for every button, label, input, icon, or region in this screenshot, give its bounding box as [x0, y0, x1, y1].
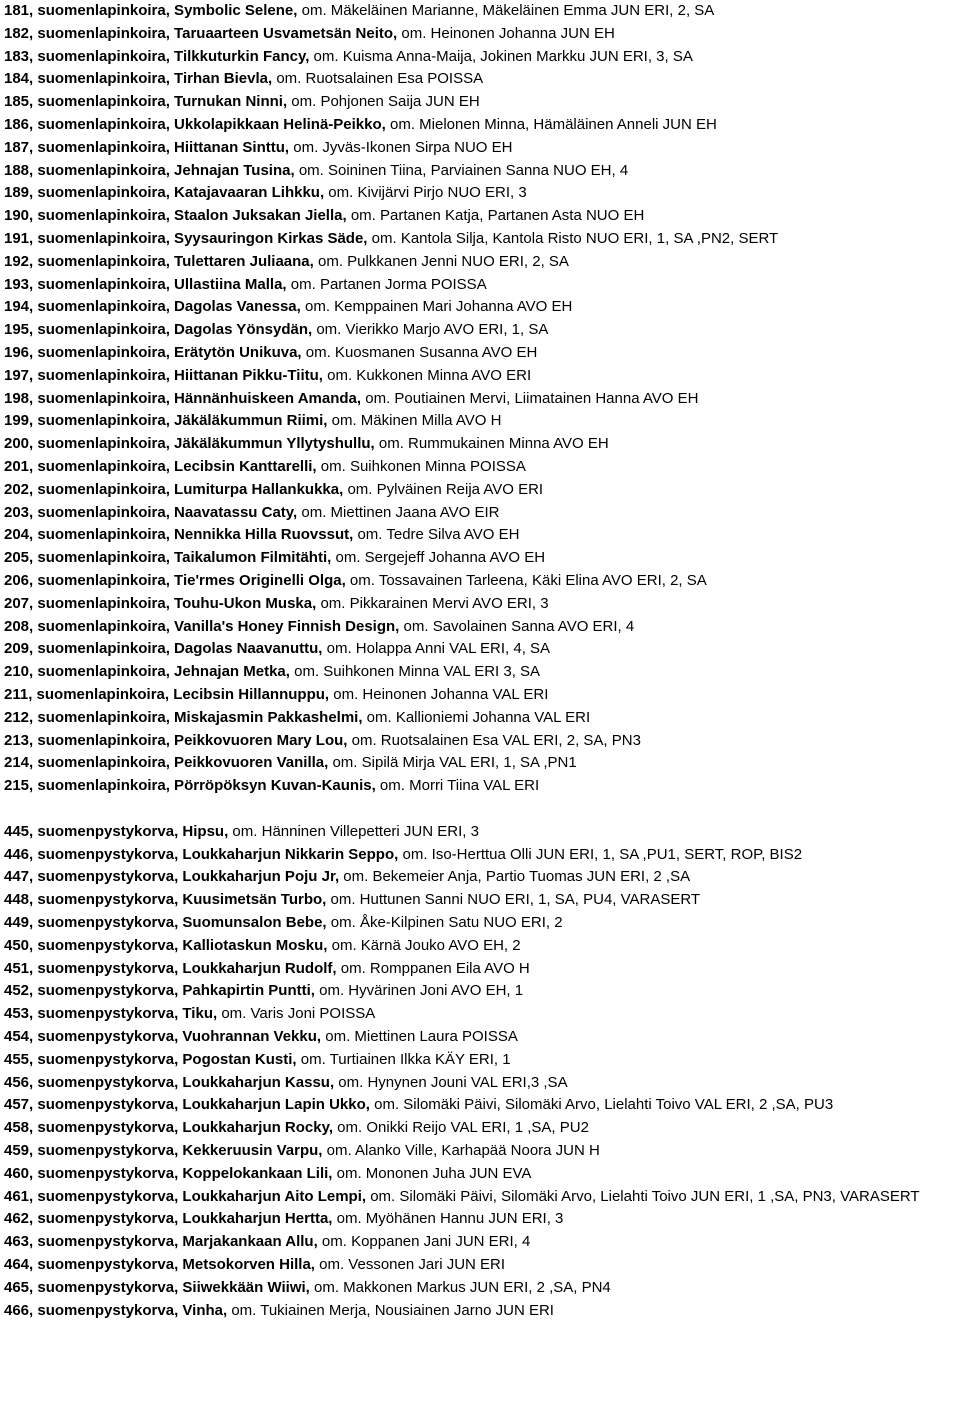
result-entry: [4, 205, 954, 228]
entry-dog: 186, suomenlapinkoira, Ukkolapikkaan Helinä-Peikko,: [4, 115, 386, 133]
result-entry: [4, 935, 954, 958]
entry-result: om. Romppanen Eila AVO H: [336, 959, 530, 977]
result-entry: [4, 1186, 954, 1209]
result-entry: [4, 342, 954, 365]
entry-dog: 183, suomenlapinkoira, Tilkkuturkin Fancy,: [4, 47, 310, 65]
entry-result: om. Alanko Ville, Karhapää Noora JUN H: [322, 1142, 600, 1160]
result-entry: [4, 707, 954, 730]
entry-result: om. Hyvärinen Joni AVO EH, 1: [314, 982, 524, 1000]
result-entry: [4, 570, 954, 593]
entry-result: om. Heinonen Johanna JUN EH: [397, 24, 615, 42]
entry-result: om. Miettinen Jaana AVO EIR: [297, 503, 500, 521]
entry-result: om. Silomäki Päivi, Silomäki Arvo, Lielahti Toivo JUN ERI, 1 ,SA, PN3, VARASERT: [366, 1187, 920, 1205]
result-entry: [4, 684, 954, 707]
entry-dog: 447, suomenpystykorva, Loukkaharjun Poju Jr,: [4, 868, 340, 886]
entry-result: om. Heinonen Johanna VAL ERI: [329, 685, 549, 703]
entry-dog: 212, suomenlapinkoira, Miskajasmin Pakkashelmi,: [4, 708, 363, 726]
result-entry: [4, 958, 954, 981]
result-entry: [4, 1254, 954, 1277]
entry-dog: 215, suomenlapinkoira, Pörröpöksyn Kuvan-Kaunis,: [4, 777, 376, 795]
result-entry: [4, 866, 954, 889]
entry-dog: 208, suomenlapinkoira, Vanilla's Honey Finnish Design,: [4, 617, 400, 635]
entry-result: om. Koppanen Jani JUN ERI, 4: [317, 1233, 531, 1251]
entry-dog: 214, suomenlapinkoira, Peikkovuoren Vanilla,: [4, 754, 329, 772]
result-entry: [4, 821, 954, 844]
entry-result: om. Mielonen Minna, Hämäläinen Anneli JUN EH: [385, 115, 717, 133]
entry-result: om. Suihkonen Minna POISSA: [316, 457, 526, 475]
result-entry: [4, 889, 954, 912]
entry-dog: 189, suomenlapinkoira, Katajavaaran Lihkku,: [4, 184, 325, 202]
entry-result: om. Sipilä Mirja VAL ERI, 1, SA ,PN1: [328, 754, 577, 772]
entry-dog: 449, suomenpystykorva, Suomunsalon Bebe,: [4, 914, 327, 932]
suomenpystykorva-results: [4, 821, 954, 1323]
entry-result: om. Pylväinen Reija AVO ERI: [343, 480, 544, 498]
result-entry: [4, 616, 954, 639]
result-entry: [4, 68, 954, 91]
result-entry: [4, 1026, 954, 1049]
result-entry: [4, 182, 954, 205]
entry-result: om. Pikkarainen Mervi AVO ERI, 3: [316, 594, 549, 612]
result-entry: [4, 479, 954, 502]
entry-dog: 184, suomenlapinkoira, Tirhan Bievla,: [4, 70, 273, 88]
entry-dog: 191, suomenlapinkoira, Syysauringon Kirkas Säde,: [4, 229, 368, 247]
entry-result: om. Kivijärvi Pirjo NUO ERI, 3: [324, 184, 527, 202]
result-entry: [4, 251, 954, 274]
entry-dog: 446, suomenpystykorva, Loukkaharjun Nikkarin Seppo,: [4, 845, 399, 863]
entry-result: om. Åke-Kilpinen Satu NUO ERI, 2: [326, 914, 563, 932]
entry-result: om. Ruotsalainen Esa POISSA: [272, 70, 484, 88]
entry-result: om. Ruotsalainen Esa VAL ERI, 2, SA, PN3: [347, 731, 641, 749]
entry-result: om. Varis Joni POISSA: [217, 1005, 376, 1023]
entry-result: om. Tukiainen Merja, Nousiainen Jarno JUN ERI: [227, 1301, 554, 1319]
entry-dog: 463, suomenpystykorva, Marjakankaan Allu,: [4, 1233, 318, 1251]
entry-dog: 211, suomenlapinkoira, Lecibsin Hillannuppu,: [4, 685, 330, 703]
entry-dog: 460, suomenpystykorva, Koppelokankaan Lili,: [4, 1164, 333, 1182]
entry-result: om. Kukkonen Minna AVO ERI: [322, 366, 532, 384]
entry-dog: 462, suomenpystykorva, Loukkaharjun Hertta,: [4, 1210, 333, 1228]
entry-dog: 205, suomenlapinkoira, Taikalumon Filmitähti,: [4, 549, 332, 567]
entry-result: om. Pohjonen Saija JUN EH: [287, 93, 480, 111]
entry-dog: 199, suomenlapinkoira, Jäkäläkummun Riimi,: [4, 412, 328, 430]
entry-dog: 213, suomenlapinkoira, Peikkovuoren Mary Lou,: [4, 731, 348, 749]
result-entry: [4, 775, 954, 798]
entry-result: om. Tossavainen Tarleena, Käki Elina AVO ERI, 2, SA: [345, 571, 707, 589]
entry-dog: 210, suomenlapinkoira, Jehnajan Metka,: [4, 663, 290, 681]
entry-dog: 194, suomenlapinkoira, Dagolas Vanessa,: [4, 298, 301, 316]
entry-result: om. Onikki Reijo VAL ERI, 1 ,SA, PU2: [333, 1119, 589, 1137]
entry-dog: 196, suomenlapinkoira, Erätytön Unikuva,: [4, 343, 302, 361]
entry-result: om. Partanen Jorma POISSA: [286, 275, 487, 293]
result-entry: [4, 296, 954, 319]
result-entry: [4, 46, 954, 69]
result-entry: [4, 1300, 954, 1323]
entry-dog: 204, suomenlapinkoira, Nennikka Hilla Ruovssut,: [4, 526, 354, 544]
entry-result: om. Poutiainen Mervi, Liimatainen Hanna AVO EH: [361, 389, 699, 407]
entry-dog: 448, suomenpystykorva, Kuusimetsän Turbo,: [4, 891, 327, 909]
entry-result: om. Mäkinen Milla AVO H: [327, 412, 502, 430]
entry-dog: 200, suomenlapinkoira, Jäkäläkummun Yllytyshullu,: [4, 435, 375, 453]
entry-result: om. Kuisma Anna-Maija, Jokinen Markku JUN ERI, 3, SA: [309, 47, 693, 65]
entry-result: om. Morri Tiina VAL ERI: [375, 777, 540, 795]
entry-dog: 201, suomenlapinkoira, Lecibsin Kanttarelli,: [4, 457, 317, 475]
result-entry: [4, 1163, 954, 1186]
entry-dog: 193, suomenlapinkoira, Ullastiina Malla,: [4, 275, 287, 293]
entry-result: om. Iso-Herttua Olli JUN ERI, 1, SA ,PU1, SERT, ROP, BIS2: [398, 845, 803, 863]
entry-dog: 182, suomenlapinkoira, Taruaarteen Usvametsän Neito,: [4, 24, 398, 42]
entry-dog: 456, suomenpystykorva, Loukkaharjun Kassu,: [4, 1073, 335, 1091]
result-entry: [4, 365, 954, 388]
entry-dog: 466, suomenpystykorva, Vinha,: [4, 1301, 228, 1319]
entry-dog: 457, suomenpystykorva, Loukkaharjun Lapin Ukko,: [4, 1096, 370, 1114]
entry-result: om. Savolainen Sanna AVO ERI, 4: [399, 617, 635, 635]
entry-result: om. Mäkeläinen Marianne, Mäkeläinen Emma JUN ERI, 2, SA: [297, 2, 715, 19]
result-entry: [4, 638, 954, 661]
result-entry: [4, 1277, 954, 1300]
result-entry: [4, 137, 954, 160]
entry-result: om. Myöhänen Hannu JUN ERI, 3: [332, 1210, 564, 1228]
entry-dog: 461, suomenpystykorva, Loukkaharjun Aito Lempi,: [4, 1187, 367, 1205]
entry-result: om. Turtiainen Ilkka KÄY ERI, 1: [296, 1050, 511, 1068]
result-entry: [4, 980, 954, 1003]
entry-result: om. Suihkonen Minna VAL ERI 3, SA: [289, 663, 541, 681]
entry-result: om. Kemppainen Mari Johanna AVO EH: [300, 298, 573, 316]
entry-dog: 454, suomenpystykorva, Vuohrannan Vekku,: [4, 1028, 322, 1046]
result-entry: [4, 319, 954, 342]
entry-dog: 197, suomenlapinkoira, Hiittanan Pikku-Tiitu,: [4, 366, 323, 384]
entry-result: om. Mononen Juha JUN EVA: [332, 1164, 532, 1182]
entry-dog: 206, suomenlapinkoira, Tie'rmes Originelli Olga,: [4, 571, 346, 589]
entry-result: om. Jyväs-Ikonen Sirpa NUO EH: [289, 138, 513, 156]
result-entry: [4, 730, 954, 753]
entry-dog: 192, suomenlapinkoira, Tulettaren Juliaana,: [4, 252, 314, 270]
entry-result: om. Pulkkanen Jenni NUO ERI, 2, SA: [313, 252, 569, 270]
entry-dog: 445, suomenpystykorva, Hipsu,: [4, 822, 229, 840]
result-entry: [4, 593, 954, 616]
entry-result: om. Kuosmanen Susanna AVO EH: [301, 343, 538, 361]
result-entry: [4, 1231, 954, 1254]
entry-result: om. Soininen Tiina, Parviainen Sanna NUO EH, 4: [294, 161, 629, 179]
entry-dog: 187, suomenlapinkoira, Hiittanan Sinttu,: [4, 138, 290, 156]
suomenlapinkoira-results: [4, 0, 954, 798]
result-entry: [4, 547, 954, 570]
result-entry: [4, 388, 954, 411]
entry-result: om. Vierikko Marjo AVO ERI, 1, SA: [312, 321, 549, 339]
result-entry: [4, 410, 954, 433]
entry-dog: 458, suomenpystykorva, Loukkaharjun Rocky,: [4, 1119, 334, 1137]
entry-dog: 455, suomenpystykorva, Pogostan Kusti,: [4, 1050, 297, 1068]
entry-dog: 464, suomenpystykorva, Metsokorven Hilla,: [4, 1256, 315, 1274]
entry-dog: 453, suomenpystykorva, Tiku,: [4, 1005, 218, 1023]
result-entry: [4, 661, 954, 684]
result-entry: [4, 1049, 954, 1072]
entry-result: om. Makkonen Markus JUN ERI, 2 ,SA, PN4: [309, 1278, 611, 1296]
entry-dog: 451, suomenpystykorva, Loukkaharjun Rudolf,: [4, 959, 337, 977]
entry-dog: 452, suomenpystykorva, Pahkapirtin Puntti,: [4, 982, 315, 1000]
entry-result: om. Hynynen Jouni VAL ERI,3 ,SA: [334, 1073, 568, 1091]
entry-result: om. Vessonen Jari JUN ERI: [314, 1256, 506, 1274]
entry-dog: 198, suomenlapinkoira, Hännänhuiskeen Amanda,: [4, 389, 362, 407]
result-entry: [4, 114, 954, 137]
entry-result: om. Tedre Silva AVO EH: [353, 526, 520, 544]
result-entry: [4, 433, 954, 456]
result-entry: [4, 456, 954, 479]
entry-result: om. Sergejeff Johanna AVO EH: [331, 549, 546, 567]
result-entry: [4, 160, 954, 183]
entry-result: om. Kallioniemi Johanna VAL ERI: [362, 708, 591, 726]
entry-dog: 465, suomenpystykorva, Siiwekkään Wiiwi,: [4, 1278, 310, 1296]
result-entry: [4, 1117, 954, 1140]
result-entry: [4, 0, 954, 23]
result-entry: [4, 1072, 954, 1095]
result-entry: [4, 23, 954, 46]
result-entry: [4, 1003, 954, 1026]
entry-dog: 459, suomenpystykorva, Kekkeruusin Varpu,: [4, 1142, 323, 1160]
result-entry: [4, 502, 954, 525]
entry-result: om. Silomäki Päivi, Silomäki Arvo, Lielahti Toivo VAL ERI, 2 ,SA, PU3: [369, 1096, 834, 1114]
entry-dog: 195, suomenlapinkoira, Dagolas Yönsydän,: [4, 321, 313, 339]
entry-result: om. Partanen Katja, Partanen Asta NUO EH: [346, 207, 645, 225]
entry-result: om. Bekemeier Anja, Partio Tuomas JUN ERI, 2 ,SA: [339, 868, 691, 886]
result-entry: [4, 274, 954, 297]
result-entry: [4, 912, 954, 935]
entry-dog: 203, suomenlapinkoira, Naavatassu Caty,: [4, 503, 298, 521]
entry-result: om. Hänninen Villepetteri JUN ERI, 3: [228, 822, 479, 840]
result-entry: [4, 844, 954, 867]
entry-result: om. Rummukainen Minna AVO EH: [374, 435, 609, 453]
entry-dog: 207, suomenlapinkoira, Touhu-Ukon Muska,: [4, 594, 317, 612]
entry-result: om. Miettinen Laura POISSA: [321, 1028, 518, 1046]
entry-result: om. Huttunen Sanni NUO ERI, 1, SA, PU4, VARASERT: [326, 891, 701, 909]
entry-dog: 209, suomenlapinkoira, Dagolas Naavanuttu,: [4, 640, 323, 658]
entry-result: om. Kantola Silja, Kantola Risto NUO ERI, 1, SA ,PN2, SERT: [367, 229, 779, 247]
entry-result: om. Holappa Anni VAL ERI, 4, SA: [322, 640, 551, 658]
entry-dog: 190, suomenlapinkoira, Staalon Juksakan Jiella,: [4, 207, 347, 225]
result-entry: [4, 1208, 954, 1231]
results-document: [4, 0, 954, 1322]
result-entry: [4, 228, 954, 251]
result-entry: [4, 1140, 954, 1163]
entry-result: om. Kärnä Jouko AVO EH, 2: [327, 936, 521, 954]
result-entry: [4, 752, 954, 775]
result-entry: [4, 91, 954, 114]
entry-dog: 202, suomenlapinkoira, Lumiturpa Hallankukka,: [4, 480, 344, 498]
entry-dog: 450, suomenpystykorva, Kalliotaskun Mosku,: [4, 936, 328, 954]
entry-dog: 181, suomenlapinkoira, Symbolic Selene,: [4, 2, 298, 19]
entry-dog: 188, suomenlapinkoira, Jehnajan Tusina,: [4, 161, 295, 179]
result-entry: [4, 1094, 954, 1117]
result-entry: [4, 524, 954, 547]
entry-dog: 185, suomenlapinkoira, Turnukan Ninni,: [4, 93, 288, 111]
